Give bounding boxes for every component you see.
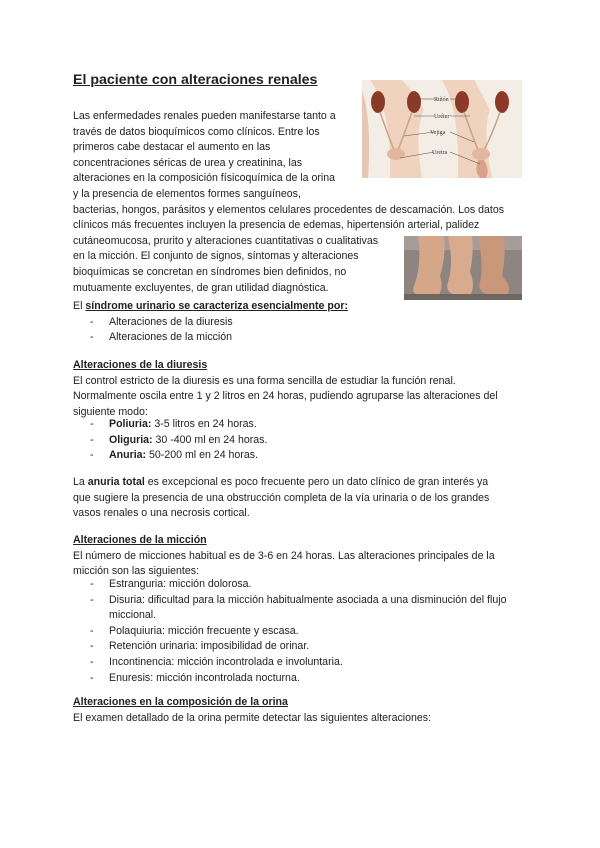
miccion-heading: Alteraciones de la micción (73, 534, 207, 546)
label-vejiga: Vejiga (430, 130, 446, 136)
anuria-prefix: La (73, 476, 88, 488)
anuria-line-1 (73, 475, 488, 491)
list-item: - Incontinencia: micción incontrolada e involuntaria. (90, 655, 507, 671)
intro-line-3: primeros cabe destacar el aumento en las (73, 141, 271, 154)
intro-line-12: mutuamente excluyentes, de gran utilidad diagnóstica. (73, 281, 329, 294)
edema-legs-illustration (404, 236, 522, 300)
anuria-bold: anuria total (87, 476, 145, 488)
value-anuria: 50-200 ml en 24 horas. (146, 449, 258, 462)
edema-legs-photo (404, 236, 522, 300)
intro-line-8: clínicos más frecuentes incluyen la presencia de edemas, hipertensión arterial, palidez (73, 219, 480, 232)
urinary-tract-illustration (362, 80, 522, 178)
intro-line-1: Las enfermedades renales pueden manifestarse tanto a (73, 110, 336, 122)
syndrome-intro (73, 299, 348, 315)
urinary-tract-figure (362, 80, 522, 178)
disuria-text: Disuria: dificultad para la micción habitualmente asociada a una disminución del flujo (109, 593, 507, 606)
list-item: - Retención urinaria: imposibilidad de orinar. (90, 639, 507, 655)
syndrome-list (90, 315, 233, 346)
list-item: - Polaquiuria: micción frecuente y escasa. (90, 624, 507, 640)
diuresis-line-3: siguiente modo: (73, 405, 148, 418)
disuria-continuation: miccional. (109, 609, 157, 622)
orina-line: El examen detallado de la orina permite detectar las siguientes alteraciones: (73, 711, 432, 724)
list-item (90, 433, 267, 449)
list-item: - Enuresis: micción incontrolada nocturna. (90, 671, 507, 687)
term-poliuria: Poliuria: (109, 418, 152, 430)
orina-heading: Alteraciones en la composición de la orina (73, 696, 288, 708)
diuresis-line-1: El control estricto de la diuresis es una forma sencilla de estudiar la función renal. (73, 374, 456, 387)
page-title: El paciente con alteraciones renales (73, 72, 318, 88)
term-oliguria: Oliguria: (109, 433, 153, 446)
label-ureter: Uréter (434, 114, 450, 120)
intro-line-9: cutáneomucosa, prurito y alteraciones cuantitativas o cualitativas (73, 234, 379, 247)
list-item: - Estranguria: micción dolorosa. (90, 577, 507, 593)
term-anuria: Anuria: (109, 449, 147, 462)
diuresis-heading: Alteraciones de la diuresis (73, 359, 208, 371)
intro-line-2: través de datos bioquímicos como clínicos. Entre los (73, 125, 320, 138)
intro-line-6: y la presencia de elementos formes sanguíneos, (73, 188, 301, 200)
diuresis-line-2: Normalmente oscila entre 1 y 2 litros en 24 horas, pudiendo agruparse las alteraciones del (73, 390, 498, 403)
intro-line-5: alteraciones en la composición físicoquímica de la orina (73, 172, 336, 185)
anuria-line-2: que sugiere la presencia de una obstrucción completa de la vía urinaria o de los grandes (73, 491, 490, 504)
diuresis-list (90, 417, 267, 464)
list-item (90, 593, 507, 624)
list-item: - Alteraciones de la micción (90, 330, 233, 346)
label-rinon: Riñón (434, 97, 449, 103)
list-item (90, 448, 267, 464)
miccion-list (90, 577, 507, 686)
anuria-line-3: vasos renales o una necrosis cortical. (73, 507, 250, 520)
miccion-line-1: El número de micciones habitual es de 3-6 en 24 horas. Las alteraciones principales de la (73, 549, 495, 562)
intro-line-11: bioquímicas se concretan en síndromes bien definidos, no (73, 266, 347, 278)
syndrome-bold: síndrome urinario se caracteriza esencialmente por: (85, 300, 348, 312)
miccion-line-2: micción son las siguientes: (73, 565, 200, 578)
value-oliguria: 30 -400 ml en 24 horas. (152, 433, 268, 446)
intro-line-10: en la micción. El conjunto de signos, síntomas y alteraciones (73, 250, 359, 263)
syndrome-prefix: El (73, 300, 86, 312)
intro-line-4: concentraciones séricas de urea y creatinina, las (73, 156, 303, 169)
intro-line-7: bacterias, hongos, parásitos y elementos celulares procedentes de descamación. Los datos (73, 203, 505, 216)
list-item: - Alteraciones de la diuresis (90, 315, 233, 331)
anuria-rest: es excepcional es poco frecuente pero un dato clínico de gran interés ya (144, 476, 489, 488)
list-item (90, 417, 267, 433)
value-poliuria: 3-5 litros en 24 horas. (151, 418, 257, 430)
label-uretra: Uretra (432, 150, 448, 156)
